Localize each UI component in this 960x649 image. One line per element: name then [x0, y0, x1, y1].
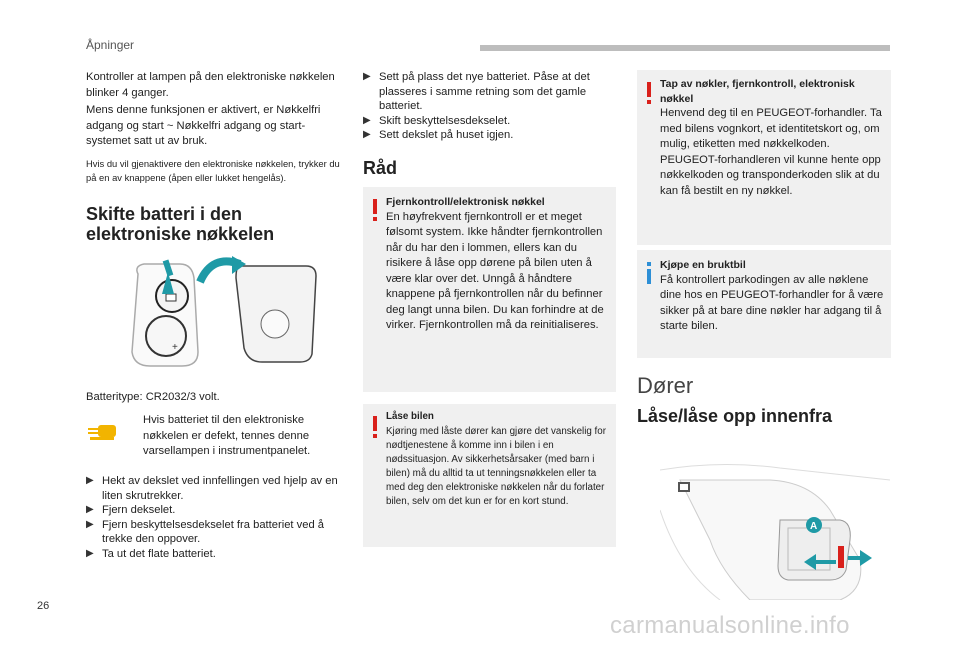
info-icon: [647, 262, 651, 284]
header-bar: [480, 45, 890, 51]
bullet-arrow-icon: ▶: [86, 475, 94, 486]
list-item: ▶ Sett dekslet på huset igjen.: [363, 129, 514, 141]
advice-box-title: Fjernkontroll/elektronisk nøkkel: [386, 196, 545, 208]
advice-box-title: Låse bilen: [386, 411, 434, 422]
callout-label: A: [810, 521, 818, 532]
advice-box-remote: [363, 187, 616, 392]
svg-text:+: +: [172, 342, 178, 353]
bullet-arrow-icon: ▶: [363, 129, 371, 140]
advice-box-text: Henvend deg til en PEUGEOT-forhandler. Ta med bilens vognkort, et identitetskort og, om mulig, etiketten med nøkkelkoden. PEUGEOT-forhandleren vil kunne hente opp nøkkelkoden og transponderkoden slik at du kan få bestilt en ny nøkkel.: [660, 107, 882, 197]
key-battery-illustration: [120, 256, 320, 368]
intro-paragraph-2: Mens denne funksjonen er aktivert, er Nøkkelfri adgang og start ~ Nøkkelfri adgang og start-systemet satt ut av bruk.: [86, 104, 321, 147]
bullet-arrow-icon: ▶: [86, 518, 94, 530]
warning-exclamation-icon: [373, 199, 377, 221]
section-label: Åpninger: [86, 38, 135, 52]
list-item: ▶ Sett på plass det nye batteriet. Påse at det plasseres i samme retning som det gamle batteriet.: [363, 71, 590, 112]
list-item: ▶ Hekt av dekslet ved innfellingen ved hjelp av en liten skrutrekker.: [86, 475, 338, 502]
advice-box-locking: [363, 404, 616, 547]
watermark: carmanualsonline.info: [610, 612, 850, 639]
door-lock-illustration: [660, 450, 890, 600]
list-item: ▶ Fjern beskyttelsesdekselet fra batteriet ved å trekke den oppover.: [86, 518, 324, 545]
heading-battery-change: [86, 204, 348, 244]
list-item: ▶ Ta ut det flate batteriet.: [86, 547, 216, 560]
advice-box-text: Kjøring med låste dører kan gjøre det vanskelig for nødtjenestene å komme inn i bilen i en nødssituasjon. Av sikkerhetsårsaker (med barn i bilen) må du alltid ta ut tenningsnøkkelen eller ta med deg den elektroniske nøkkelen når du forlater bilen, selv om det kun er for en kort stund.: [386, 425, 606, 507]
advice-box-lost-keys: [637, 70, 891, 245]
page-number: 26: [37, 600, 50, 612]
advice-box-text: En høyfrekvent fjernkontroll er et meget følsomt system. Ikke håndter fjernkontrollen når du har den i lommen, ellers kan du risikere å låse opp dørene på bilen uten å være klar over det. Unngå å håndtere knappene på fjernkontrollen når du befinner deg langt unna bilen. Du kan forhindre at de virker. Fjernkontrollen må da reinitialiseres.: [386, 210, 604, 331]
key-warning-lamp-icon: [86, 421, 120, 443]
bullet-arrow-icon: ▶: [363, 114, 371, 126]
intro-paragraph-3: Hvis du vil gjenaktivere den elektroniske nøkkelen, trykker du på en av knappene (åpen eller lukket hengelås).: [86, 158, 340, 183]
info-box-text: Få kontrollert parkodingen av alle nøklene dine hos en PEUGEOT-forhandler for å være sikker på at bare dine nøkler har adgang til å starte bilen.: [660, 273, 884, 332]
list-item: ▶ Fjern dekselet.: [86, 504, 176, 516]
advice-box-title: Tap av nøkler, fjernkontroll, elektronisk nøkkel: [660, 78, 855, 105]
warning-exclamation-icon: [647, 82, 651, 104]
battery-steps-continued: [363, 70, 615, 143]
info-box-title: Kjøpe en bruktbil: [660, 259, 746, 271]
heading-line-1: Skifte batteri i den: [86, 204, 243, 224]
warning-exclamation-icon: [373, 416, 377, 438]
battery-steps-list: [86, 474, 348, 561]
info-box-used-car: [637, 250, 891, 358]
list-item: ▶ Skift beskyttelsesdekselet.: [363, 114, 511, 127]
heading-lock-unlock: Låse/låse opp innenfra: [637, 406, 833, 426]
bullet-arrow-icon: ▶: [86, 504, 94, 515]
bullet-arrow-icon: ▶: [86, 547, 94, 559]
heading-line-2: elektroniske nøkkelen: [86, 224, 275, 244]
section-title-doors: Dører: [637, 373, 694, 398]
bullet-arrow-icon: ▶: [363, 71, 371, 82]
heading-advice: Råd: [363, 158, 398, 178]
battery-type-text: Batteritype: CR2032/3 volt.: [86, 391, 220, 403]
intro-paragraph-1: Kontroller at lampen på den elektroniske nøkkelen blinker 4 ganger.: [86, 71, 335, 99]
warning-lamp-note: Hvis batteriet til den elektroniske nøkkelen er defekt, tennes denne varsellampen i instrumentpanelet.: [143, 414, 311, 457]
